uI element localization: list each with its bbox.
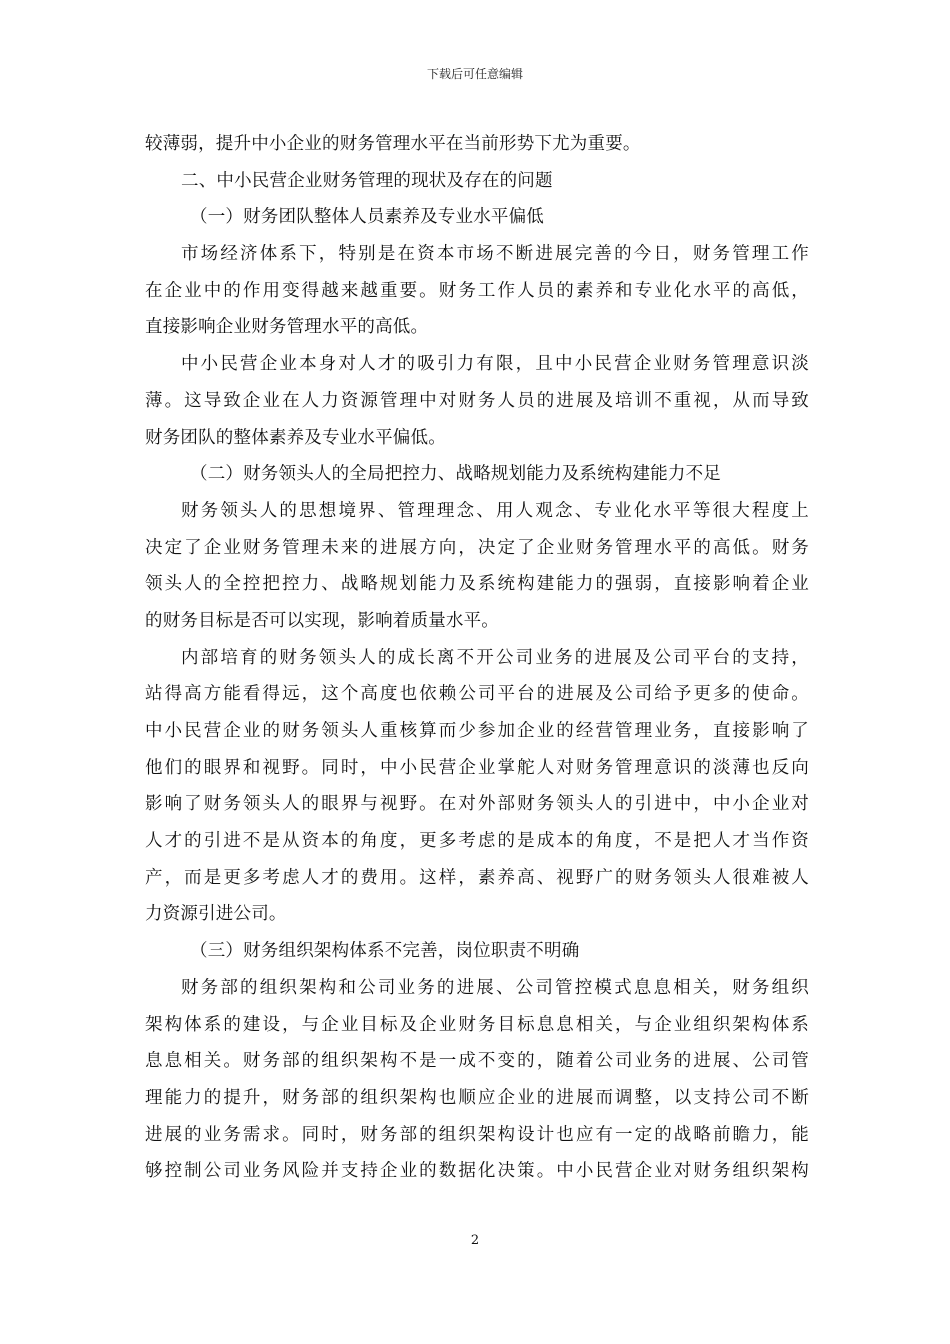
body-text-line: 力资源引进公司。 [145,904,287,925]
body-text-line: 架构体系的建设，与企业目标及企业财务目标息息相关，与企业组织架构体系 [145,1014,809,1035]
body-text-line: 息息相关。财务部的组织架构不是一成不变的，随着公司业务的进展、公司管 [145,1051,809,1072]
document-body [145,126,809,1190]
section-heading: 二、中小民营企业财务管理的现状及存在的问题 [181,170,553,191]
body-text-line: 中小民营企业本身对人才的吸引力有限，且中小民营企业财务管理意识淡 [181,354,809,375]
body-text-line: 财务领头人的思想境界、管理理念、用人观念、专业化水平等很大程度上 [181,500,809,521]
body-text-line: 领头人的全控把控力、战略规划能力及系统构建能力的强弱，直接影响着企业 [145,574,809,595]
subsection-heading: （三）财务组织架构体系不完善，岗位职责不明确 [190,941,580,962]
body-text-line: 在企业中的作用变得越来越重要。财务工作人员的素养和专业化水平的高低， [145,280,809,301]
subsection-heading: （一）财务团队整体人员素养及专业水平偏低 [190,207,544,228]
subsection-heading: （二）财务领头人的全局把控力、战略规划能力及系统构建能力不足 [190,464,721,485]
body-text-line: 进展的业务需求。同时，财务部的组织架构设计也应有一定的战略前瞻力，能 [145,1124,809,1145]
body-text-line: 直接影响企业财务管理水平的高低。 [145,317,429,338]
body-text-line: 够控制公司业务风险并支持企业的数据化决策。中小民营企业对财务组织架构 [145,1161,809,1182]
body-text-line: 财务团队的整体素养及专业水平偏低。 [145,427,446,448]
body-text-line: 的财务目标是否可以实现，影响着质量水平。 [145,610,499,631]
body-text-line: 他们的眼界和视野。同时，中小民营企业掌舵人对财务管理意识的淡薄也反向 [145,757,809,778]
body-text-line: 中小民营企业的财务领头人重核算而少参加企业的经营管理业务，直接影响了 [145,721,809,741]
page-header: 下载后可任意编辑 [426,67,523,81]
body-text-line: 较薄弱，提升中小企业的财务管理水平在当前形势下尤为重要。 [145,134,641,154]
body-text-line: 市场经济体系下，特别是在资本市场不断进展完善的今日，财务管理工作 [181,244,809,265]
body-text-line: 财务部的组织架构和公司业务的进展、公司管控模式息息相关，财务组织 [181,977,809,998]
body-text-line: 理能力的提升，财务部的组织架构也顺应企业的进展而调整，以支持公司不断 [145,1087,809,1108]
body-text-line: 薄。这导致企业在人力资源管理中对财务人员的进展及培训不重视，从而导致 [145,390,809,411]
body-text-line: 产，而是更多考虑人才的费用。这样，素养高、视野广的财务领头人很难被人 [145,867,809,888]
page-number: 2 [470,1233,480,1248]
body-text-line: 内部培育的财务领头人的成长离不开公司业务的进展及公司平台的支持， [181,647,809,668]
body-text-line: 决定了企业财务管理未来的进展方向，决定了企业财务管理水平的高低。财务 [145,537,809,558]
body-text-line: 站得高方能看得远，这个高度也依赖公司平台的进展及公司给予更多的使命。 [145,684,809,705]
body-text-line: 人才的引进不是从资本的角度，更多考虑的是成本的角度，不是把人才当作资 [145,831,809,852]
body-text-line: 影响了财务领头人的眼界与视野。在对外部财务领头人的引进中，中小企业对 [145,794,809,815]
